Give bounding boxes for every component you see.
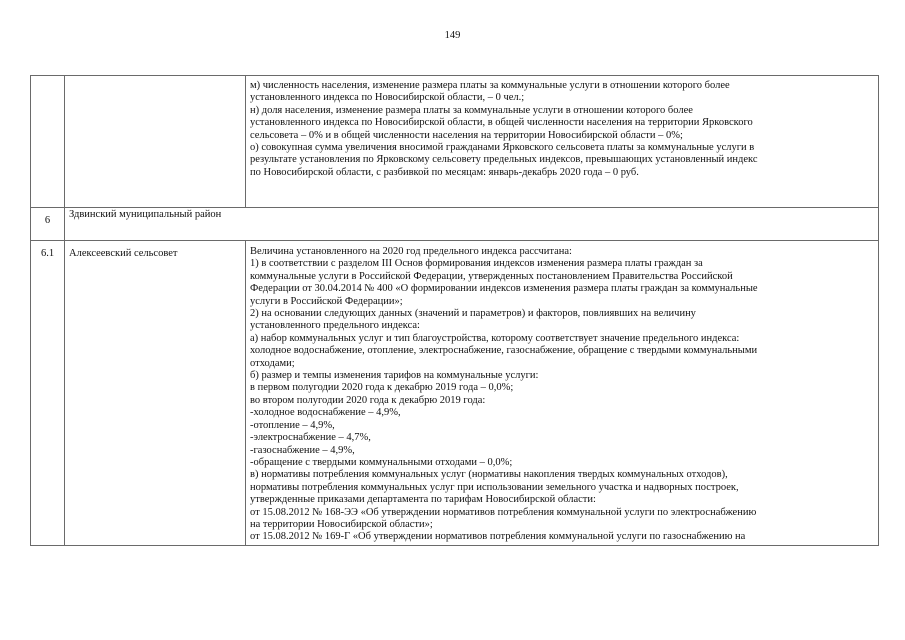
row-number-cell: 6 [31,208,65,241]
text-line: услуги в Российской Федерации»; [250,295,403,307]
text-line: установленного индекса по Новосибирской области, – 0 чел.; [250,92,525,104]
text-line: -отопление – 4,9%, [250,419,335,431]
table-row-continuation [31,76,879,208]
district-name: Здвинский муниципальный район [65,208,879,241]
text-line: результате установления по Ярковскому сельсовету предельных индексов, превышающих установленный индекс [250,154,758,166]
text-line: -электроснабжение – 4,7%, [250,432,371,444]
text-line: н) доля населения, изменение размера платы за коммунальные услуги в отношении которого более [250,104,693,116]
settlement-name: Алексеевский сельсовет [65,241,246,546]
table-row-district [31,208,879,241]
text-line: коммунальные услуги в Российской Федерации, утвержденных постановлением Правительства Российской [250,270,733,282]
row-number-cell: 6.1 [31,241,65,546]
text-line: о) совокупная сумма увеличения вносимой гражданами Ярковского сельсовета платы за коммунальные услуги в [250,142,755,154]
text-line: отходами; [250,357,295,369]
row-text-cell [246,76,879,208]
text-line: сельсовета – 0% и в общей численности населения на территории Новосибирской области – 0%; [250,129,683,141]
text-line: 2) на основании следующих данных (значений и параметров) и факторов, повлиявших на величину [250,308,696,320]
text-line: утвержденные приказами департамента по тарифам Новосибирской области: [250,494,596,506]
text-line: Величина установленного на 2020 год предельного индекса рассчитана: [250,246,572,257]
text-line: от 15.08.2012 № 169-Г «Об утверждении нормативов потребления коммунальной услуги по газоснабжению на [250,531,746,543]
document-table [30,75,879,546]
text-line: м) численность населения, изменение размера платы за коммунальные услуги в отношении которого более [250,80,730,91]
row-name-cell [65,76,246,208]
text-line: по Новосибирской области, с разбивкой по месяцам: январь-декабрь 2020 года – 0 руб. [250,166,639,178]
text-line: на территории Новосибирской области»; [250,518,433,530]
row-number-cell [31,76,65,208]
text-line: в первом полугодии 2020 года к декабрю 2019 года – 0,0%; [250,382,514,394]
text-line: 1) в соответствии с разделом III Основ формирования индексов изменения размера платы граждан за [250,258,703,270]
text-line: в) нормативы потребления коммунальных услуг (нормативы накопления твердых коммунальных отходов), [250,469,728,481]
text-line: Федерации от 30.04.2014 № 400 «О формировании индексов изменения размера платы граждан за коммунальные [250,283,758,295]
text-line: а) набор коммунальных услуг и тип благоустройства, которому соответствует значение предельного индекса: [250,332,740,344]
row-text-cell [246,241,879,546]
text-line: -газоснабжение – 4,9%, [250,444,355,456]
text-line: холодное водоснабжение, отопление, электроснабжение, газоснабжение, обращение с твердыми коммунальными [250,345,758,357]
text-line: от 15.08.2012 № 168-ЭЭ «Об утверждении нормативов потребления коммунальной услуги по электроснабжению [250,506,757,518]
text-line: нормативы потребления коммунальных услуг при использовании земельного участка и надворных построек, [250,481,739,493]
text-line: во втором полугодии 2020 года к декабрю 2019 года: [250,394,486,406]
text-line: установленного индекса по Новосибирской области, в общей численности населения на территории Ярковского [250,117,753,129]
text-line: -холодное водоснабжение – 4,9%, [250,407,401,419]
text-line: установленного предельного индекса: [250,320,420,332]
page-number: 149 [444,30,461,41]
text-line: б) размер и темпы изменения тарифов на коммунальные услуги: [250,370,539,382]
text-line: -обращение с твердыми коммунальными отходами – 0,0%; [250,456,513,468]
table-row-settlement [31,241,879,546]
